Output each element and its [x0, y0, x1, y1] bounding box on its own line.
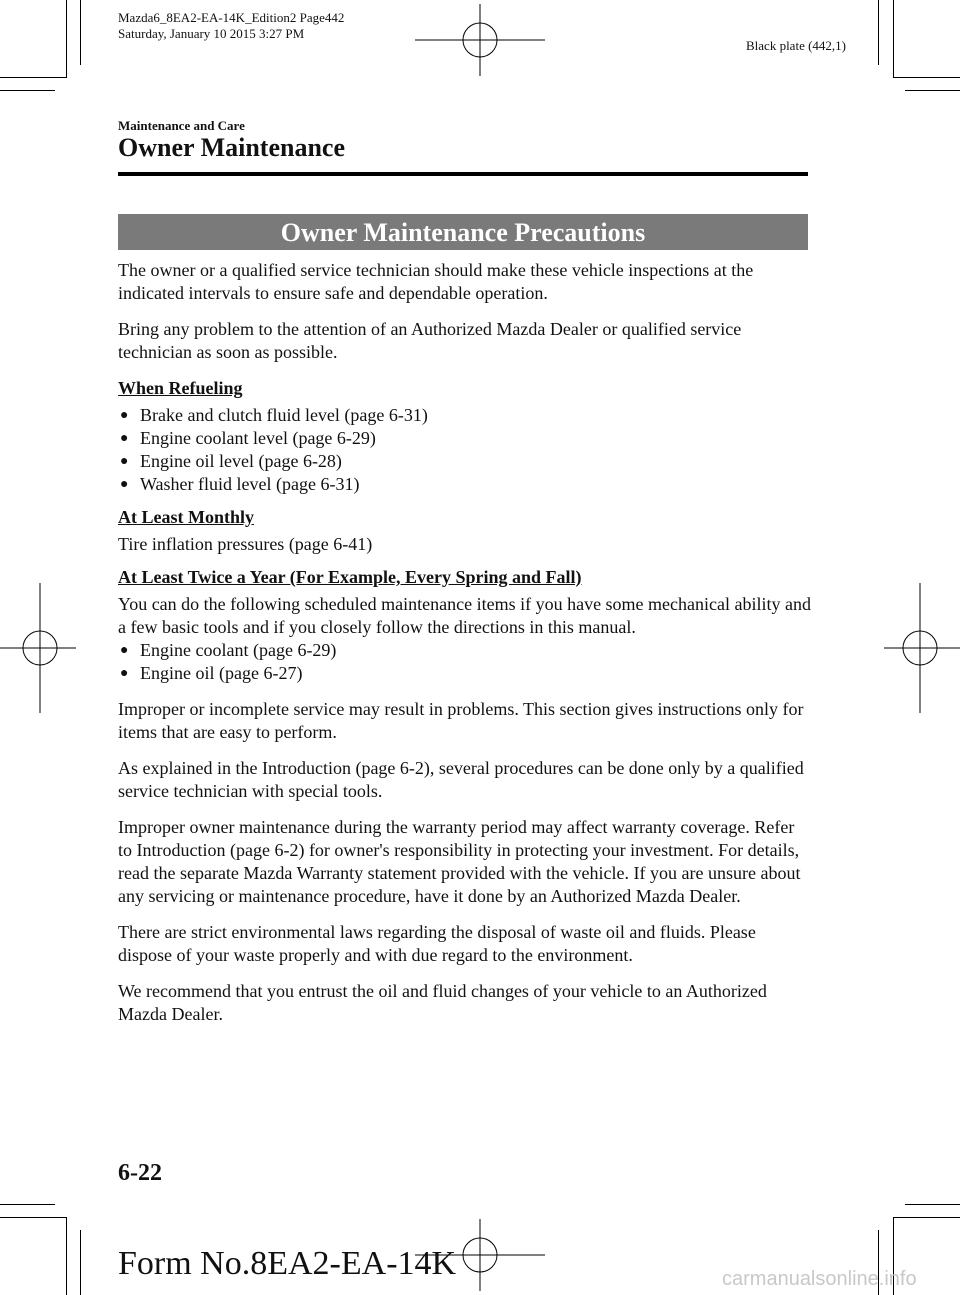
list-item: ● Brake and clutch fluid level (page 6-31) [120, 405, 428, 425]
section-banner: Owner Maintenance Precautions [118, 214, 808, 250]
list-item: ● Engine coolant level (page 6-29) [120, 428, 376, 448]
list-item: ● Washer fluid level (page 6-31) [120, 474, 360, 494]
form-number: Form No.8EA2-EA-14K [118, 1245, 457, 1282]
section-label: Maintenance and Care [118, 118, 245, 133]
intro-paragraph: The owner or a qualified service technician should make these vehicle inspections at the indicated intervals to ensure safe and dependable operation. [118, 260, 754, 303]
refueling-heading: When Refueling [118, 378, 243, 398]
title-rule [118, 172, 808, 176]
print-file-name: Mazda6_8EA2-EA-14K_Edition2 Page442 [118, 10, 345, 25]
body-content [118, 259, 812, 1039]
bullet-icon: ● [120, 477, 129, 492]
monthly-text: Tire inflation pressures (page 6-41) [118, 534, 373, 554]
list-item: ● Engine coolant (page 6-29) [120, 640, 337, 660]
twice-year-list [118, 639, 812, 685]
watermark: carmanualsonline.info [722, 1268, 917, 1290]
bullet-icon: ● [120, 454, 129, 469]
environment-paragraph: There are strict environmental laws regarding the disposal of waste oil and fluids. Please dispose of your waste properly and with due regard to the environment. [118, 922, 756, 965]
improper-service-paragraph: Improper or incomplete service may result in problems. This section gives instructions only for items that are easy to perform. [118, 699, 804, 742]
bullet-icon: ● [120, 431, 129, 446]
list-item: ● Engine oil (page 6-27) [120, 663, 303, 683]
warranty-paragraph: Improper owner maintenance during the warranty period may affect warranty coverage. Refer to Introduction (page 6-2) for owner's responsibility in protecting your investment. For details, read the separate Mazda Warranty statement provided with the vehicle. If you are unsure about any servicing or maintenance procedure, have it done by an Authorized Mazda Dealer. [118, 817, 801, 906]
page-number: 6-22 [118, 1160, 162, 1186]
twice-year-text: You can do the following scheduled maintenance items if you have some mechanical ability and a few basic tools and if you closely follow the directions in this manual. [118, 594, 811, 637]
page-title: Owner Maintenance [118, 133, 345, 162]
dealer-paragraph: Bring any problem to the attention of an Authorized Mazda Dealer or qualified service technician as soon as possible. [118, 319, 742, 362]
bullet-icon: ● [120, 408, 129, 423]
bullet-icon: ● [120, 643, 129, 658]
print-date: Saturday, January 10 2015 3:27 PM [118, 26, 305, 41]
recommend-paragraph: We recommend that you entrust the oil and fluid changes of your vehicle to an Authorized Mazda Dealer. [118, 981, 767, 1024]
plate-label: Black plate (442,1) [746, 38, 846, 53]
refueling-list [118, 404, 812, 496]
monthly-heading: At Least Monthly [118, 507, 254, 527]
list-item: ● Engine oil level (page 6-28) [120, 451, 342, 471]
introduction-paragraph: As explained in the Introduction (page 6-2), several procedures can be done only by a qualified service technician with special tools. [118, 758, 804, 801]
bullet-icon: ● [120, 666, 129, 681]
twice-year-heading: At Least Twice a Year (For Example, Every Spring and Fall) [118, 567, 582, 587]
